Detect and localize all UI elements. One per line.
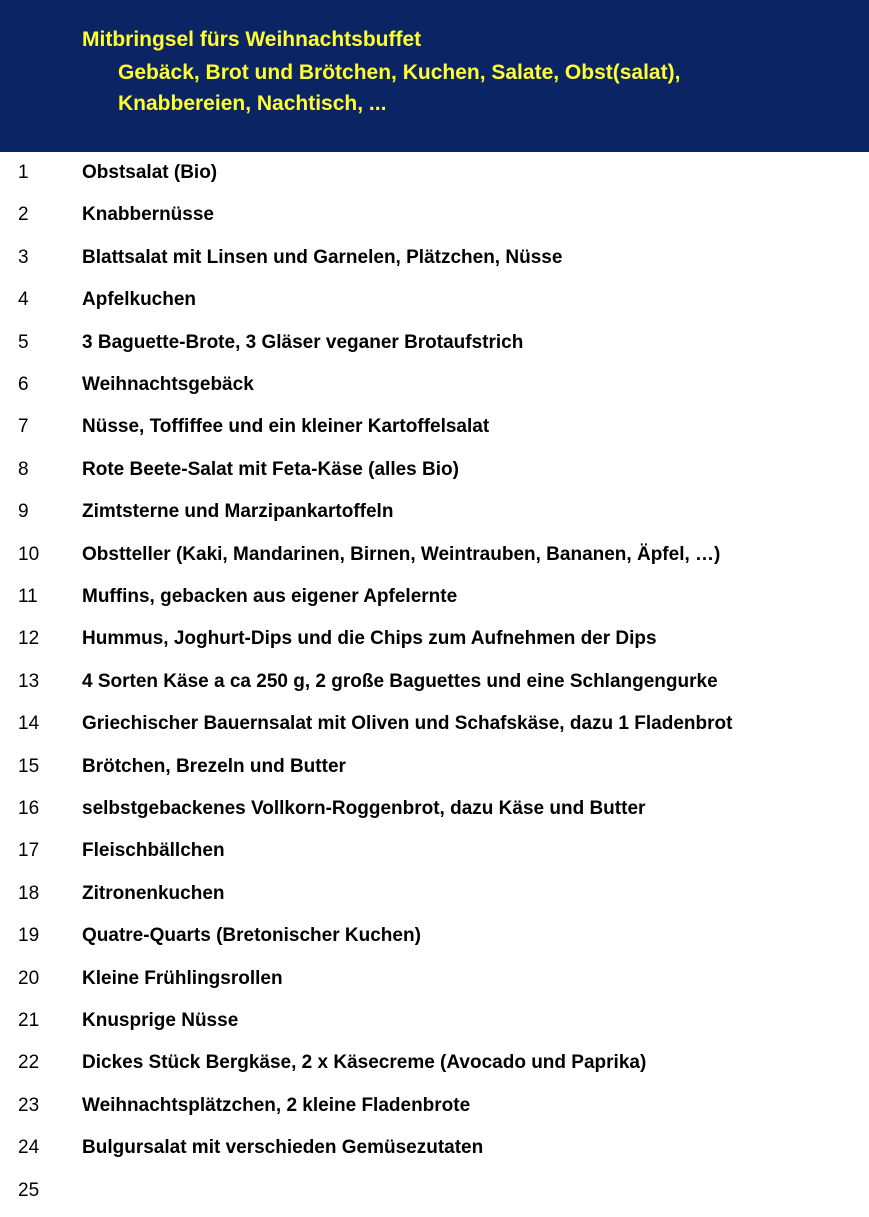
item-number: 5 — [18, 331, 29, 353]
item-number: 21 — [18, 1010, 40, 1031]
item-text: Obstteller (Kaki, Mandarinen, Birnen, Weintrauben, Bananen, Äpfel, …) — [82, 543, 721, 565]
item-text: Zimtsterne und Marzipankartoffeln — [82, 501, 394, 523]
list-item — [0, 534, 869, 576]
list-item — [0, 279, 869, 321]
item-text: Weihnachtsplätzchen, 2 kleine Fladenbrote — [82, 1094, 471, 1116]
item-text: Knusprige Nüsse — [82, 1010, 239, 1031]
item-text: Muffins, gebacken aus eigener Apfelernte — [82, 586, 458, 607]
item-text: 4 Sorten Käse a ca 250 g, 2 große Baguettes und eine Schlangengurke — [82, 670, 718, 692]
list-item — [0, 1170, 869, 1212]
item-number: 12 — [18, 628, 40, 650]
list-item — [0, 364, 869, 406]
list-item — [0, 661, 869, 703]
item-number: 25 — [18, 1179, 40, 1201]
item-text: Blattsalat mit Linsen und Garnelen, Plätzchen, Nüsse — [82, 246, 563, 268]
list-item — [0, 322, 869, 364]
list-item — [0, 703, 869, 745]
item-number: 7 — [18, 416, 29, 438]
item-text: 3 Baguette-Brote, 3 Gläser veganer Brotaufstrich — [82, 331, 524, 353]
item-number: 11 — [18, 586, 38, 607]
list-item — [0, 958, 869, 1000]
item-number: 8 — [18, 458, 29, 480]
list-item — [0, 491, 869, 533]
list-item — [0, 152, 869, 194]
item-number: 19 — [18, 925, 40, 947]
list-item — [0, 788, 869, 830]
item-text: Zitronenkuchen — [82, 882, 225, 904]
item-number: 20 — [18, 967, 40, 989]
item-number: 18 — [18, 882, 40, 904]
item-text: Knabbernüsse — [82, 204, 214, 226]
item-text: Quatre-Quarts (Bretonischer Kuchen) — [82, 925, 421, 947]
list-item — [0, 406, 869, 448]
item-text: Obstsalat (Bio) — [82, 162, 218, 183]
item-text: Dickes Stück Bergkäse, 2 x Käsecreme (Avocado und Paprika) — [82, 1052, 647, 1074]
item-text: Rote Beete-Salat mit Feta-Käse (alles Bio) — [82, 458, 459, 480]
list-item — [0, 1127, 869, 1169]
item-number: 14 — [18, 713, 40, 735]
list-item — [0, 237, 869, 279]
item-number: 9 — [18, 501, 29, 523]
list-item — [0, 618, 869, 660]
item-number: 3 — [18, 246, 29, 268]
item-text: Bulgursalat mit verschieden Gemüsezutaten — [82, 1137, 484, 1159]
item-number: 15 — [18, 755, 40, 777]
list-item — [0, 873, 869, 915]
page-title: Mitbringsel fürs Weihnachtsbuffet — [82, 28, 422, 51]
subtitle-line-2: Knabbereien, Nachtisch, ... — [118, 92, 387, 115]
item-text: Hummus, Joghurt-Dips und die Chips zum Aufnehmen der Dips — [82, 628, 657, 650]
list-item — [0, 830, 869, 872]
item-number: 23 — [18, 1094, 40, 1116]
item-text: Brötchen, Brezeln und Butter — [82, 755, 346, 777]
item-number: 17 — [18, 840, 40, 862]
item-number: 22 — [18, 1052, 40, 1074]
item-text: Nüsse, Toffiffee und ein kleiner Kartoffelsalat — [82, 416, 490, 438]
item-text: selbstgebackenes Vollkorn-Roggenbrot, dazu Käse und Butter — [82, 798, 646, 819]
item-text: Fleischbällchen — [82, 840, 225, 862]
list-item — [0, 576, 869, 618]
item-text: Griechischer Bauernsalat mit Oliven und Schafskäse, dazu 1 Fladenbrot — [82, 713, 733, 735]
item-number: 1 — [18, 162, 29, 183]
item-number: 2 — [18, 204, 29, 226]
list-item — [0, 746, 869, 788]
item-number: 6 — [18, 374, 29, 395]
item-number: 13 — [18, 670, 40, 692]
item-number: 4 — [18, 289, 29, 311]
item-number: 16 — [18, 798, 40, 819]
list-item — [0, 449, 869, 491]
list-item — [0, 915, 869, 957]
item-text: Kleine Frühlingsrollen — [82, 967, 283, 989]
list-item — [0, 194, 869, 236]
item-number: 24 — [18, 1137, 40, 1159]
list-item — [0, 1042, 869, 1084]
item-text: Weihnachtsgebäck — [82, 374, 254, 395]
item-number: 10 — [18, 543, 40, 565]
list-item — [0, 1085, 869, 1127]
header-banner — [0, 0, 869, 152]
item-text: Apfelkuchen — [82, 289, 197, 311]
subtitle-line-1: Gebäck, Brot und Brötchen, Kuchen, Salate, Obst(salat), — [118, 61, 681, 84]
list-item — [0, 1000, 869, 1042]
